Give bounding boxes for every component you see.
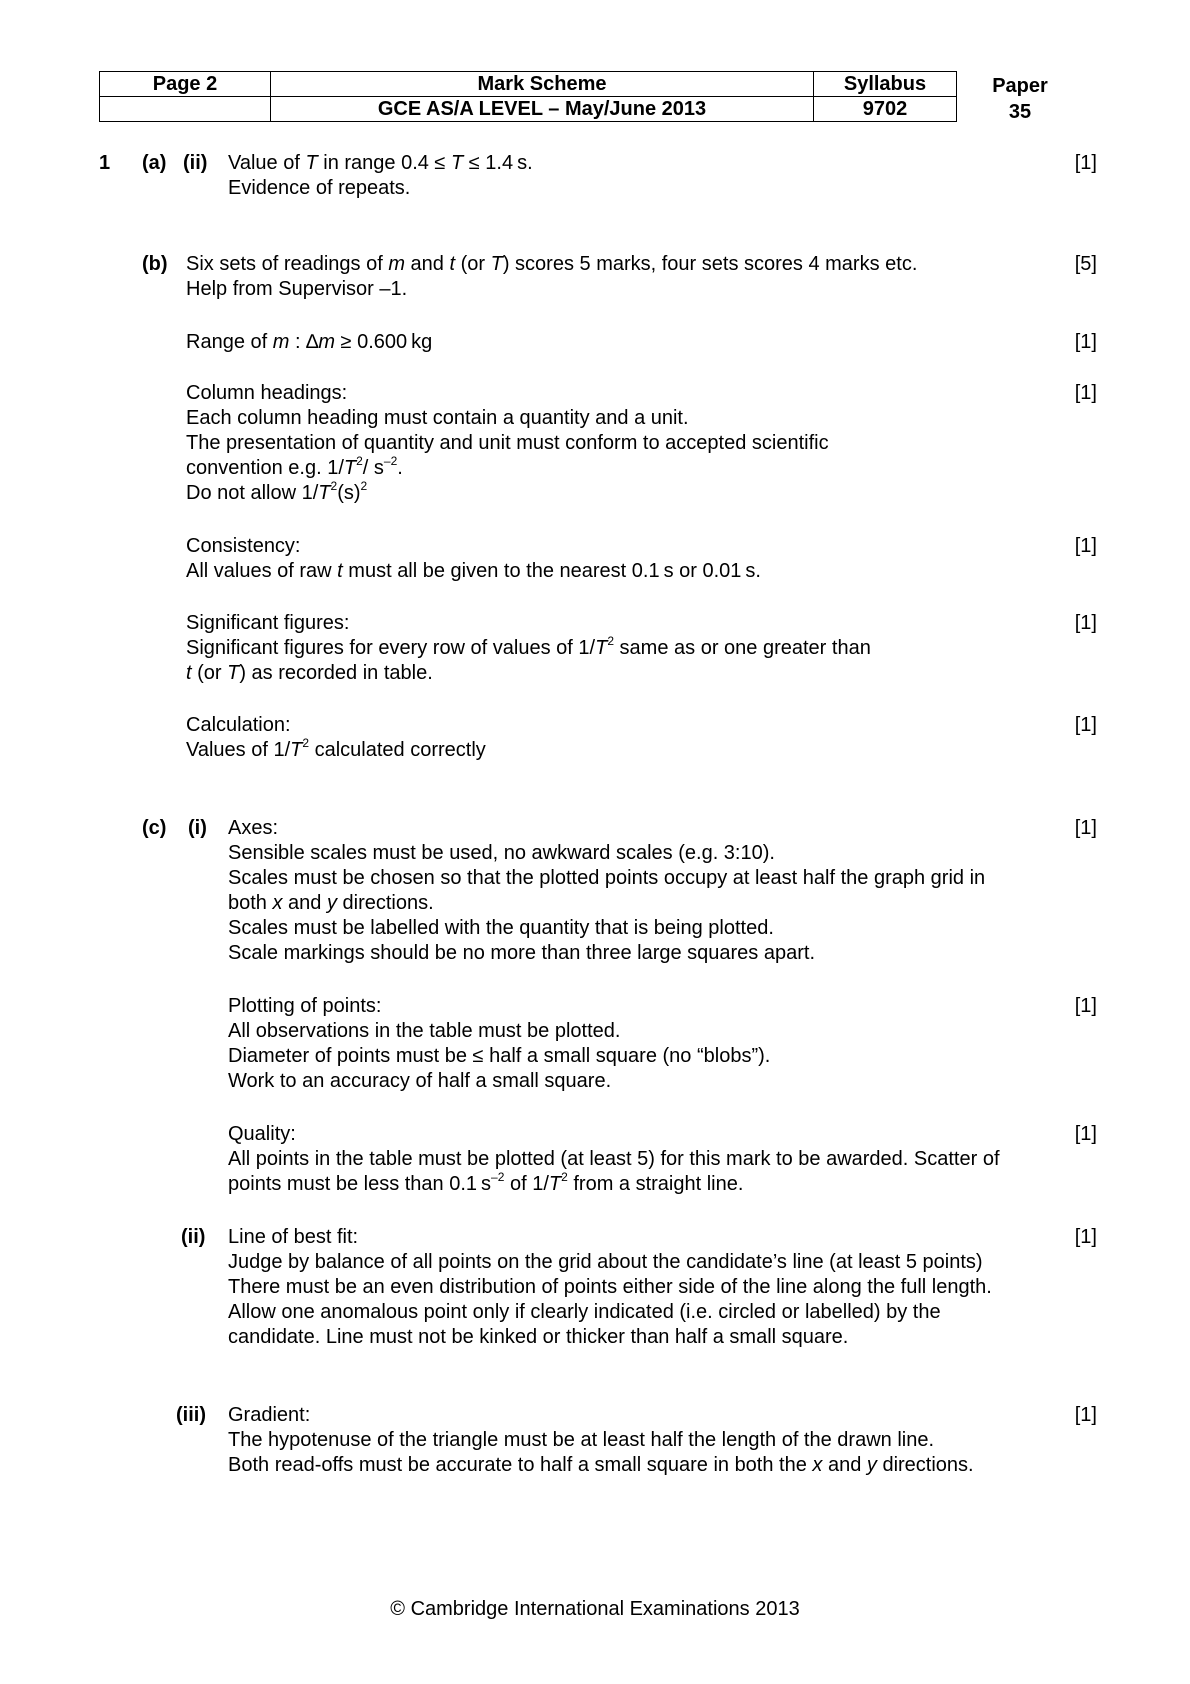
- mark-c-iii: [1]: [1074, 1404, 1097, 1426]
- mark-b-consistency: [1]: [1074, 535, 1097, 557]
- b-consistency-title: Consistency:: [186, 535, 301, 557]
- part-c-iii-label: (iii): [176, 1404, 206, 1426]
- part-c-label: (c): [142, 817, 167, 839]
- b-column-line2: The presentation of quantity and unit must conform to accepted scientific: [186, 432, 829, 454]
- c-quality-title: Quality:: [228, 1123, 296, 1145]
- exam-name: GCE AS/A LEVEL – May/June 2013: [271, 97, 814, 122]
- c-axes-line4: Scales must be labelled with the quantity that is being plotted.: [228, 917, 774, 939]
- mark-b-sigfig: [1]: [1074, 612, 1097, 634]
- c-axes-line3: both x and y directions.: [228, 892, 434, 914]
- c-plot-line2: Diameter of points must be ≤ half a small square (no “blobs”).: [228, 1045, 771, 1067]
- c-axes-line2: Scales must be chosen so that the plotted points occupy at least half the graph grid in: [228, 867, 986, 889]
- b-calc-line: Values of $1/T^2$ calculated correctly: [186, 736, 486, 761]
- c-iii-line2: Both read-offs must be accurate to half a small square in both the x and y directions.: [228, 1454, 974, 1476]
- c-axes-line1: Sensible scales must be used, no awkward scales (e.g. 3:10).: [228, 842, 775, 864]
- paper-info: [970, 73, 1070, 125]
- mark-a-ii: [1]: [1074, 152, 1097, 174]
- part-a-ii-label: (ii): [183, 152, 208, 174]
- c-plot-title: Plotting of points:: [228, 995, 382, 1017]
- b-readings: Six sets of readings of m and t (or T) scores 5 marks, four sets scores 4 marks etc.: [186, 253, 918, 275]
- mark-b-calc: [1]: [1074, 714, 1097, 736]
- part-c-ii-label: (ii): [181, 1226, 206, 1248]
- c-quality-line1: All points in the table must be plotted (at least 5) for this mark to be awarded. Scatter of: [228, 1148, 1000, 1170]
- b-range: Range of m : ∆m ≥ 0.600 kg: [186, 331, 433, 353]
- a-ii-line2: Evidence of repeats.: [228, 177, 411, 199]
- empty-cell: [100, 97, 271, 122]
- mark-b-range: [1]: [1074, 331, 1097, 353]
- b-consistency-line: All values of raw t must all be given to the nearest 0.1 s or 0.01 s.: [186, 560, 761, 582]
- c-ii-line3: Allow one anomalous point only if clearly indicated (i.e. circled or labelled) by the: [228, 1301, 941, 1323]
- syllabus-code: 9702: [814, 97, 957, 122]
- c-plot-line1: All observations in the table must be plotted.: [228, 1020, 621, 1042]
- part-a-label: (a): [142, 152, 167, 174]
- part-c-i-label: (i): [188, 817, 207, 839]
- b-sigfig-line2: t (or T) as recorded in table.: [186, 662, 433, 684]
- mark-c-quality: [1]: [1074, 1123, 1097, 1145]
- a-ii-line1: Value of T in range 0.4 ≤ T ≤ 1.4 s.: [228, 152, 533, 174]
- mark-b-column: [1]: [1074, 382, 1097, 404]
- c-iii-title: Gradient:: [228, 1404, 311, 1426]
- c-iii-line1: The hypotenuse of the triangle must be at least half the length of the drawn line.: [228, 1429, 935, 1451]
- b-column-title: Column headings:: [186, 382, 348, 404]
- b-help: Help from Supervisor –1.: [186, 278, 408, 300]
- document-title: Mark Scheme: [271, 72, 814, 97]
- c-plot-line3: Work to an accuracy of half a small square.: [228, 1070, 612, 1092]
- b-column-line3: convention e.g. $1/T^2/$ $s^{-2}$.: [186, 454, 403, 479]
- b-column-line4: Do not allow $1/T^2(s)^2$: [186, 479, 368, 504]
- mark-b-readings: [5]: [1074, 253, 1097, 275]
- mark-c-ii: [1]: [1074, 1226, 1097, 1248]
- c-quality-line2: points must be less than 0.1 $s^{-2}$ of $1/T^2$ from a straight line.: [228, 1170, 744, 1195]
- question-number: 1: [99, 152, 111, 174]
- part-b-label: (b): [142, 253, 168, 275]
- b-column-line1: Each column heading must contain a quantity and a unit.: [186, 407, 689, 429]
- c-ii-line4: candidate. Line must not be kinked or thicker than half a small square.: [228, 1326, 849, 1348]
- c-ii-line2: There must be an even distribution of points either side of the line along the full length.: [228, 1276, 992, 1298]
- header-table: [99, 71, 957, 122]
- c-ii-title: Line of best fit:: [228, 1226, 359, 1248]
- c-axes-line5: Scale markings should be no more than three large squares apart.: [228, 942, 816, 964]
- paper-label: Paper: [992, 75, 1048, 97]
- b-sigfig-title: Significant figures:: [186, 612, 350, 634]
- b-sigfig-line1: Significant figures for every row of values of $1/T^2$ same as or one greater than: [186, 634, 871, 659]
- c-axes-title: Axes:: [228, 817, 279, 839]
- syllabus-label: Syllabus: [814, 72, 957, 97]
- mark-c-axes: [1]: [1074, 817, 1097, 839]
- c-ii-line1: Judge by balance of all points on the grid about the candidate’s line (at least 5 points): [228, 1251, 983, 1273]
- page-number: Page 2: [100, 72, 271, 97]
- b-calc-title: Calculation:: [186, 714, 291, 736]
- copyright-footer: © Cambridge International Examinations 2013: [390, 1598, 800, 1620]
- paper-number: 35: [1008, 101, 1032, 123]
- mark-c-plot: [1]: [1074, 995, 1097, 1017]
